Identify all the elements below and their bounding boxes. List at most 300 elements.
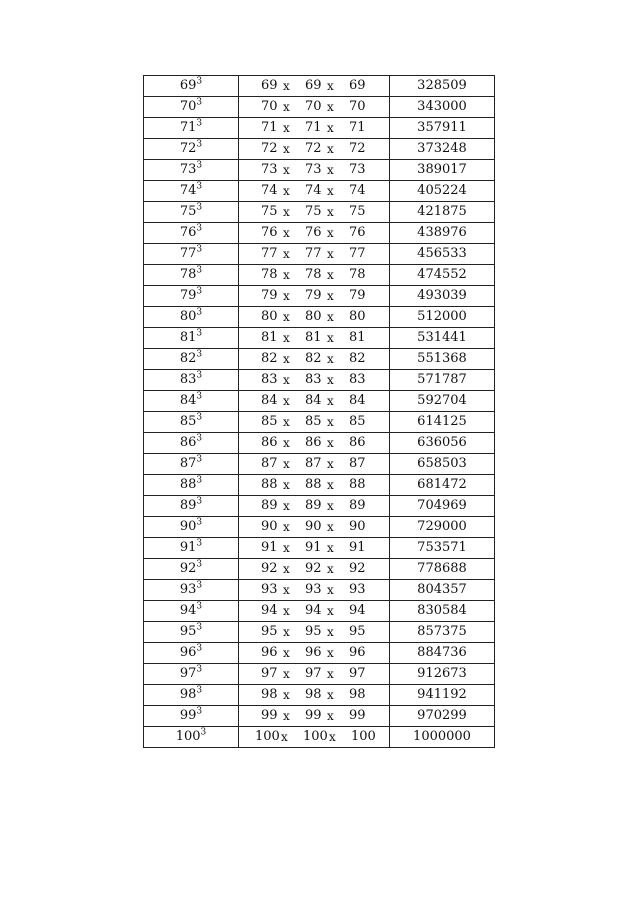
times-operator: x bbox=[283, 520, 290, 534]
factor: 89 bbox=[261, 498, 278, 513]
table-row bbox=[144, 727, 495, 748]
factor: 91 bbox=[349, 540, 366, 555]
times-operator: x bbox=[283, 289, 290, 303]
times-operator: x bbox=[283, 667, 290, 681]
table-row bbox=[144, 223, 495, 244]
times-operator: x bbox=[283, 205, 290, 219]
multiplication-expression bbox=[239, 622, 389, 642]
times-operator: x bbox=[327, 583, 334, 597]
factor: 84 bbox=[349, 393, 366, 408]
times-operator: x bbox=[283, 625, 290, 639]
power-exponent: 3 bbox=[196, 643, 203, 654]
power-exponent: 3 bbox=[196, 76, 203, 87]
power-cell bbox=[144, 181, 239, 202]
times-operator: x bbox=[283, 604, 290, 618]
factor: 87 bbox=[349, 456, 366, 471]
factor: 75 bbox=[349, 204, 366, 219]
table-row bbox=[144, 538, 495, 559]
power-cell bbox=[144, 76, 239, 97]
power-exponent: 3 bbox=[196, 559, 203, 570]
expression-cell bbox=[239, 475, 390, 496]
times-operator: x bbox=[283, 226, 290, 240]
power-exponent: 3 bbox=[196, 223, 203, 234]
result-cell: 778688 bbox=[390, 559, 495, 580]
times-operator: x bbox=[283, 79, 290, 93]
table-row bbox=[144, 475, 495, 496]
times-operator: x bbox=[283, 184, 290, 198]
power-exponent: 3 bbox=[196, 160, 203, 171]
factor: 94 bbox=[261, 603, 278, 618]
power-cell bbox=[144, 559, 239, 580]
factor: 92 bbox=[349, 561, 366, 576]
result-cell: 592704 bbox=[390, 391, 495, 412]
times-operator: x bbox=[283, 310, 290, 324]
power-cell bbox=[144, 727, 239, 748]
factor: 88 bbox=[305, 477, 322, 492]
result-cell: 389017 bbox=[390, 160, 495, 181]
expression-cell bbox=[239, 97, 390, 118]
power-exponent: 3 bbox=[196, 307, 203, 318]
expression-cell bbox=[239, 538, 390, 559]
multiplication-expression bbox=[239, 265, 389, 285]
times-operator: x bbox=[283, 352, 290, 366]
multiplication-expression bbox=[239, 181, 389, 201]
multiplication-expression bbox=[239, 244, 389, 264]
power-base: 86 bbox=[179, 435, 197, 450]
factor: 95 bbox=[261, 624, 278, 639]
power-base: 74 bbox=[179, 183, 197, 198]
power-base: 99 bbox=[179, 708, 197, 723]
expression-cell bbox=[239, 265, 390, 286]
result-cell: 343000 bbox=[390, 97, 495, 118]
factor: 100 bbox=[255, 729, 280, 744]
multiplication-expression bbox=[239, 97, 389, 117]
times-operator: x bbox=[283, 646, 290, 660]
result-cell: 970299 bbox=[390, 706, 495, 727]
power-exponent: 3 bbox=[196, 244, 203, 255]
cubes-table bbox=[143, 75, 495, 748]
expression-cell bbox=[239, 517, 390, 538]
power-cell bbox=[144, 538, 239, 559]
factor: 69 bbox=[261, 78, 278, 93]
power-exponent: 3 bbox=[196, 496, 203, 507]
times-operator: x bbox=[327, 142, 334, 156]
factor: 97 bbox=[261, 666, 278, 681]
table-row bbox=[144, 580, 495, 601]
power-exponent: 3 bbox=[196, 517, 203, 528]
multiplication-expression bbox=[239, 286, 389, 306]
power-base: 95 bbox=[179, 624, 197, 639]
multiplication-expression bbox=[239, 349, 389, 369]
power-exponent: 3 bbox=[196, 202, 203, 213]
power-cell bbox=[144, 517, 239, 538]
factor: 93 bbox=[349, 582, 366, 597]
times-operator: x bbox=[327, 352, 334, 366]
result-cell: 456533 bbox=[390, 244, 495, 265]
result-cell: 704969 bbox=[390, 496, 495, 517]
power-cell bbox=[144, 706, 239, 727]
times-operator: x bbox=[283, 436, 290, 450]
times-operator: x bbox=[283, 457, 290, 471]
factor: 94 bbox=[305, 603, 322, 618]
multiplication-expression bbox=[239, 307, 389, 327]
factor: 99 bbox=[305, 708, 322, 723]
expression-cell bbox=[239, 601, 390, 622]
factor: 84 bbox=[305, 393, 322, 408]
times-operator: x bbox=[327, 667, 334, 681]
factor: 79 bbox=[305, 288, 322, 303]
multiplication-expression bbox=[239, 223, 389, 243]
power-base: 76 bbox=[179, 225, 197, 240]
table-row bbox=[144, 664, 495, 685]
result-cell: 941192 bbox=[390, 685, 495, 706]
times-operator: x bbox=[327, 394, 334, 408]
power-base: 83 bbox=[179, 372, 197, 387]
times-operator: x bbox=[327, 457, 334, 471]
factor: 79 bbox=[261, 288, 278, 303]
factor: 98 bbox=[349, 687, 366, 702]
expression-cell bbox=[239, 454, 390, 475]
multiplication-expression bbox=[239, 727, 389, 747]
expression-cell bbox=[239, 307, 390, 328]
times-operator: x bbox=[283, 499, 290, 513]
power-base: 75 bbox=[179, 204, 197, 219]
expression-cell bbox=[239, 643, 390, 664]
expression-cell bbox=[239, 244, 390, 265]
factor: 69 bbox=[349, 78, 366, 93]
multiplication-expression bbox=[239, 601, 389, 621]
table-row bbox=[144, 454, 495, 475]
result-cell: 636056 bbox=[390, 433, 495, 454]
times-operator: x bbox=[283, 394, 290, 408]
times-operator: x bbox=[283, 163, 290, 177]
expression-cell bbox=[239, 223, 390, 244]
power-base: 93 bbox=[179, 582, 197, 597]
factor: 70 bbox=[305, 99, 322, 114]
times-operator: x bbox=[327, 625, 334, 639]
result-cell: 493039 bbox=[390, 286, 495, 307]
power-base: 77 bbox=[179, 246, 197, 261]
times-operator: x bbox=[327, 478, 334, 492]
expression-cell bbox=[239, 433, 390, 454]
power-cell bbox=[144, 601, 239, 622]
factor: 80 bbox=[305, 309, 322, 324]
power-exponent: 3 bbox=[196, 622, 203, 633]
factor: 91 bbox=[261, 540, 278, 555]
table-row bbox=[144, 181, 495, 202]
factor: 85 bbox=[349, 414, 366, 429]
expression-cell bbox=[239, 622, 390, 643]
table-row bbox=[144, 496, 495, 517]
table-row bbox=[144, 643, 495, 664]
factor: 100 bbox=[303, 729, 328, 744]
power-base: 96 bbox=[179, 645, 197, 660]
expression-cell bbox=[239, 664, 390, 685]
power-exponent: 3 bbox=[196, 685, 203, 696]
times-operator: x bbox=[327, 541, 334, 555]
factor: 71 bbox=[261, 120, 278, 135]
power-base: 80 bbox=[179, 309, 197, 324]
factor: 95 bbox=[305, 624, 322, 639]
power-cell bbox=[144, 664, 239, 685]
power-cell bbox=[144, 97, 239, 118]
factor: 86 bbox=[261, 435, 278, 450]
factor: 81 bbox=[305, 330, 322, 345]
result-cell: 884736 bbox=[390, 643, 495, 664]
factor: 72 bbox=[261, 141, 278, 156]
expression-cell bbox=[239, 412, 390, 433]
factor: 84 bbox=[261, 393, 278, 408]
times-operator: x bbox=[327, 436, 334, 450]
power-exponent: 3 bbox=[196, 139, 203, 150]
multiplication-expression bbox=[239, 454, 389, 474]
power-exponent: 3 bbox=[196, 580, 203, 591]
power-base: 100 bbox=[175, 729, 201, 744]
times-operator: x bbox=[327, 415, 334, 429]
table-row bbox=[144, 391, 495, 412]
power-base: 90 bbox=[179, 519, 197, 534]
factor: 77 bbox=[349, 246, 366, 261]
multiplication-expression bbox=[239, 328, 389, 348]
power-exponent: 3 bbox=[196, 664, 203, 675]
times-operator: x bbox=[283, 142, 290, 156]
factor: 78 bbox=[349, 267, 366, 282]
result-cell: 551368 bbox=[390, 349, 495, 370]
result-cell: 658503 bbox=[390, 454, 495, 475]
expression-cell bbox=[239, 370, 390, 391]
result-cell: 405224 bbox=[390, 181, 495, 202]
power-base: 78 bbox=[179, 267, 197, 282]
factor: 76 bbox=[305, 225, 322, 240]
factor: 80 bbox=[261, 309, 278, 324]
result-cell: 421875 bbox=[390, 202, 495, 223]
times-operator: x bbox=[283, 541, 290, 555]
multiplication-expression bbox=[239, 139, 389, 159]
factor: 83 bbox=[349, 372, 366, 387]
factor: 94 bbox=[349, 603, 366, 618]
table-row bbox=[144, 601, 495, 622]
multiplication-expression bbox=[239, 664, 389, 684]
multiplication-expression bbox=[239, 643, 389, 663]
times-operator: x bbox=[283, 268, 290, 282]
power-exponent: 3 bbox=[196, 181, 203, 192]
factor: 71 bbox=[349, 120, 366, 135]
factor: 70 bbox=[349, 99, 366, 114]
power-cell bbox=[144, 202, 239, 223]
power-base: 69 bbox=[179, 78, 197, 93]
factor: 95 bbox=[349, 624, 366, 639]
times-operator: x bbox=[327, 604, 334, 618]
power-cell bbox=[144, 286, 239, 307]
table-row bbox=[144, 307, 495, 328]
times-operator: x bbox=[283, 478, 290, 492]
power-exponent: 3 bbox=[196, 706, 203, 717]
multiplication-expression bbox=[239, 517, 389, 537]
power-exponent: 3 bbox=[196, 328, 203, 339]
multiplication-expression bbox=[239, 391, 389, 411]
factor: 76 bbox=[261, 225, 278, 240]
factor: 78 bbox=[261, 267, 278, 282]
factor: 98 bbox=[261, 687, 278, 702]
factor: 73 bbox=[305, 162, 322, 177]
multiplication-expression bbox=[239, 580, 389, 600]
times-operator: x bbox=[283, 121, 290, 135]
factor: 91 bbox=[305, 540, 322, 555]
power-exponent: 3 bbox=[196, 118, 203, 129]
factor: 90 bbox=[261, 519, 278, 534]
factor: 76 bbox=[349, 225, 366, 240]
factor: 96 bbox=[349, 645, 366, 660]
times-operator: x bbox=[327, 163, 334, 177]
factor: 90 bbox=[305, 519, 322, 534]
times-operator: x bbox=[283, 562, 290, 576]
power-base: 91 bbox=[179, 540, 197, 555]
table-row bbox=[144, 517, 495, 538]
table-row bbox=[144, 349, 495, 370]
factor: 97 bbox=[349, 666, 366, 681]
factor: 74 bbox=[261, 183, 278, 198]
power-exponent: 3 bbox=[196, 412, 203, 423]
table-row bbox=[144, 433, 495, 454]
factor: 82 bbox=[305, 351, 322, 366]
times-operator: x bbox=[283, 247, 290, 261]
times-operator: x bbox=[327, 520, 334, 534]
times-operator: x bbox=[327, 646, 334, 660]
times-operator: x bbox=[327, 268, 334, 282]
factor: 70 bbox=[261, 99, 278, 114]
factor: 100 bbox=[351, 729, 376, 744]
factor: 87 bbox=[261, 456, 278, 471]
result-cell: 681472 bbox=[390, 475, 495, 496]
power-cell bbox=[144, 139, 239, 160]
table-row bbox=[144, 97, 495, 118]
table-row bbox=[144, 76, 495, 97]
result-cell: 373248 bbox=[390, 139, 495, 160]
power-cell bbox=[144, 454, 239, 475]
times-operator: x bbox=[327, 709, 334, 723]
times-operator: x bbox=[327, 562, 334, 576]
factor: 83 bbox=[261, 372, 278, 387]
power-exponent: 3 bbox=[196, 265, 203, 276]
table-row bbox=[144, 328, 495, 349]
table-row bbox=[144, 244, 495, 265]
times-operator: x bbox=[283, 100, 290, 114]
power-cell bbox=[144, 412, 239, 433]
table-row bbox=[144, 412, 495, 433]
factor: 90 bbox=[349, 519, 366, 534]
power-cell bbox=[144, 370, 239, 391]
table-row bbox=[144, 706, 495, 727]
power-cell bbox=[144, 160, 239, 181]
power-base: 85 bbox=[179, 414, 197, 429]
factor: 81 bbox=[349, 330, 366, 345]
expression-cell bbox=[239, 559, 390, 580]
factor: 96 bbox=[305, 645, 322, 660]
result-cell: 357911 bbox=[390, 118, 495, 139]
power-cell bbox=[144, 223, 239, 244]
factor: 75 bbox=[261, 204, 278, 219]
result-cell: 857375 bbox=[390, 622, 495, 643]
power-exponent: 3 bbox=[196, 349, 203, 360]
factor: 74 bbox=[349, 183, 366, 198]
times-operator: x bbox=[327, 688, 334, 702]
factor: 71 bbox=[305, 120, 322, 135]
result-cell: 830584 bbox=[390, 601, 495, 622]
times-operator: x bbox=[283, 688, 290, 702]
factor: 72 bbox=[349, 141, 366, 156]
expression-cell bbox=[239, 181, 390, 202]
times-operator: x bbox=[327, 226, 334, 240]
multiplication-expression bbox=[239, 412, 389, 432]
factor: 93 bbox=[261, 582, 278, 597]
factor: 85 bbox=[261, 414, 278, 429]
expression-cell bbox=[239, 118, 390, 139]
factor: 79 bbox=[349, 288, 366, 303]
factor: 92 bbox=[261, 561, 278, 576]
factor: 88 bbox=[349, 477, 366, 492]
power-cell bbox=[144, 265, 239, 286]
expression-cell bbox=[239, 391, 390, 412]
power-cell bbox=[144, 349, 239, 370]
factor: 77 bbox=[261, 246, 278, 261]
power-cell bbox=[144, 622, 239, 643]
table-row bbox=[144, 118, 495, 139]
times-operator: x bbox=[327, 310, 334, 324]
power-exponent: 3 bbox=[196, 97, 203, 108]
table-row bbox=[144, 685, 495, 706]
power-cell bbox=[144, 496, 239, 517]
power-base: 84 bbox=[179, 393, 197, 408]
factor: 69 bbox=[305, 78, 322, 93]
power-base: 72 bbox=[179, 141, 197, 156]
multiplication-expression bbox=[239, 559, 389, 579]
table-row bbox=[144, 370, 495, 391]
table-row bbox=[144, 202, 495, 223]
factor: 85 bbox=[305, 414, 322, 429]
factor: 86 bbox=[349, 435, 366, 450]
multiplication-expression bbox=[239, 118, 389, 138]
power-base: 70 bbox=[179, 99, 197, 114]
factor: 98 bbox=[305, 687, 322, 702]
multiplication-expression bbox=[239, 538, 389, 558]
factor: 87 bbox=[305, 456, 322, 471]
times-operator: x bbox=[283, 331, 290, 345]
factor: 83 bbox=[305, 372, 322, 387]
times-operator: x bbox=[327, 499, 334, 513]
multiplication-expression bbox=[239, 370, 389, 390]
result-cell: 912673 bbox=[390, 664, 495, 685]
power-exponent: 3 bbox=[196, 286, 203, 297]
power-base: 71 bbox=[179, 120, 197, 135]
times-operator: x bbox=[327, 331, 334, 345]
table-row bbox=[144, 139, 495, 160]
power-cell bbox=[144, 118, 239, 139]
multiplication-expression bbox=[239, 706, 389, 726]
power-base: 82 bbox=[179, 351, 197, 366]
factor: 80 bbox=[349, 309, 366, 324]
power-base: 97 bbox=[179, 666, 197, 681]
power-exponent: 3 bbox=[196, 475, 203, 486]
result-cell: 328509 bbox=[390, 76, 495, 97]
multiplication-expression bbox=[239, 160, 389, 180]
expression-cell bbox=[239, 349, 390, 370]
expression-cell bbox=[239, 706, 390, 727]
multiplication-expression bbox=[239, 475, 389, 495]
factor: 88 bbox=[261, 477, 278, 492]
power-exponent: 3 bbox=[196, 391, 203, 402]
power-cell bbox=[144, 685, 239, 706]
power-exponent: 3 bbox=[196, 601, 203, 612]
